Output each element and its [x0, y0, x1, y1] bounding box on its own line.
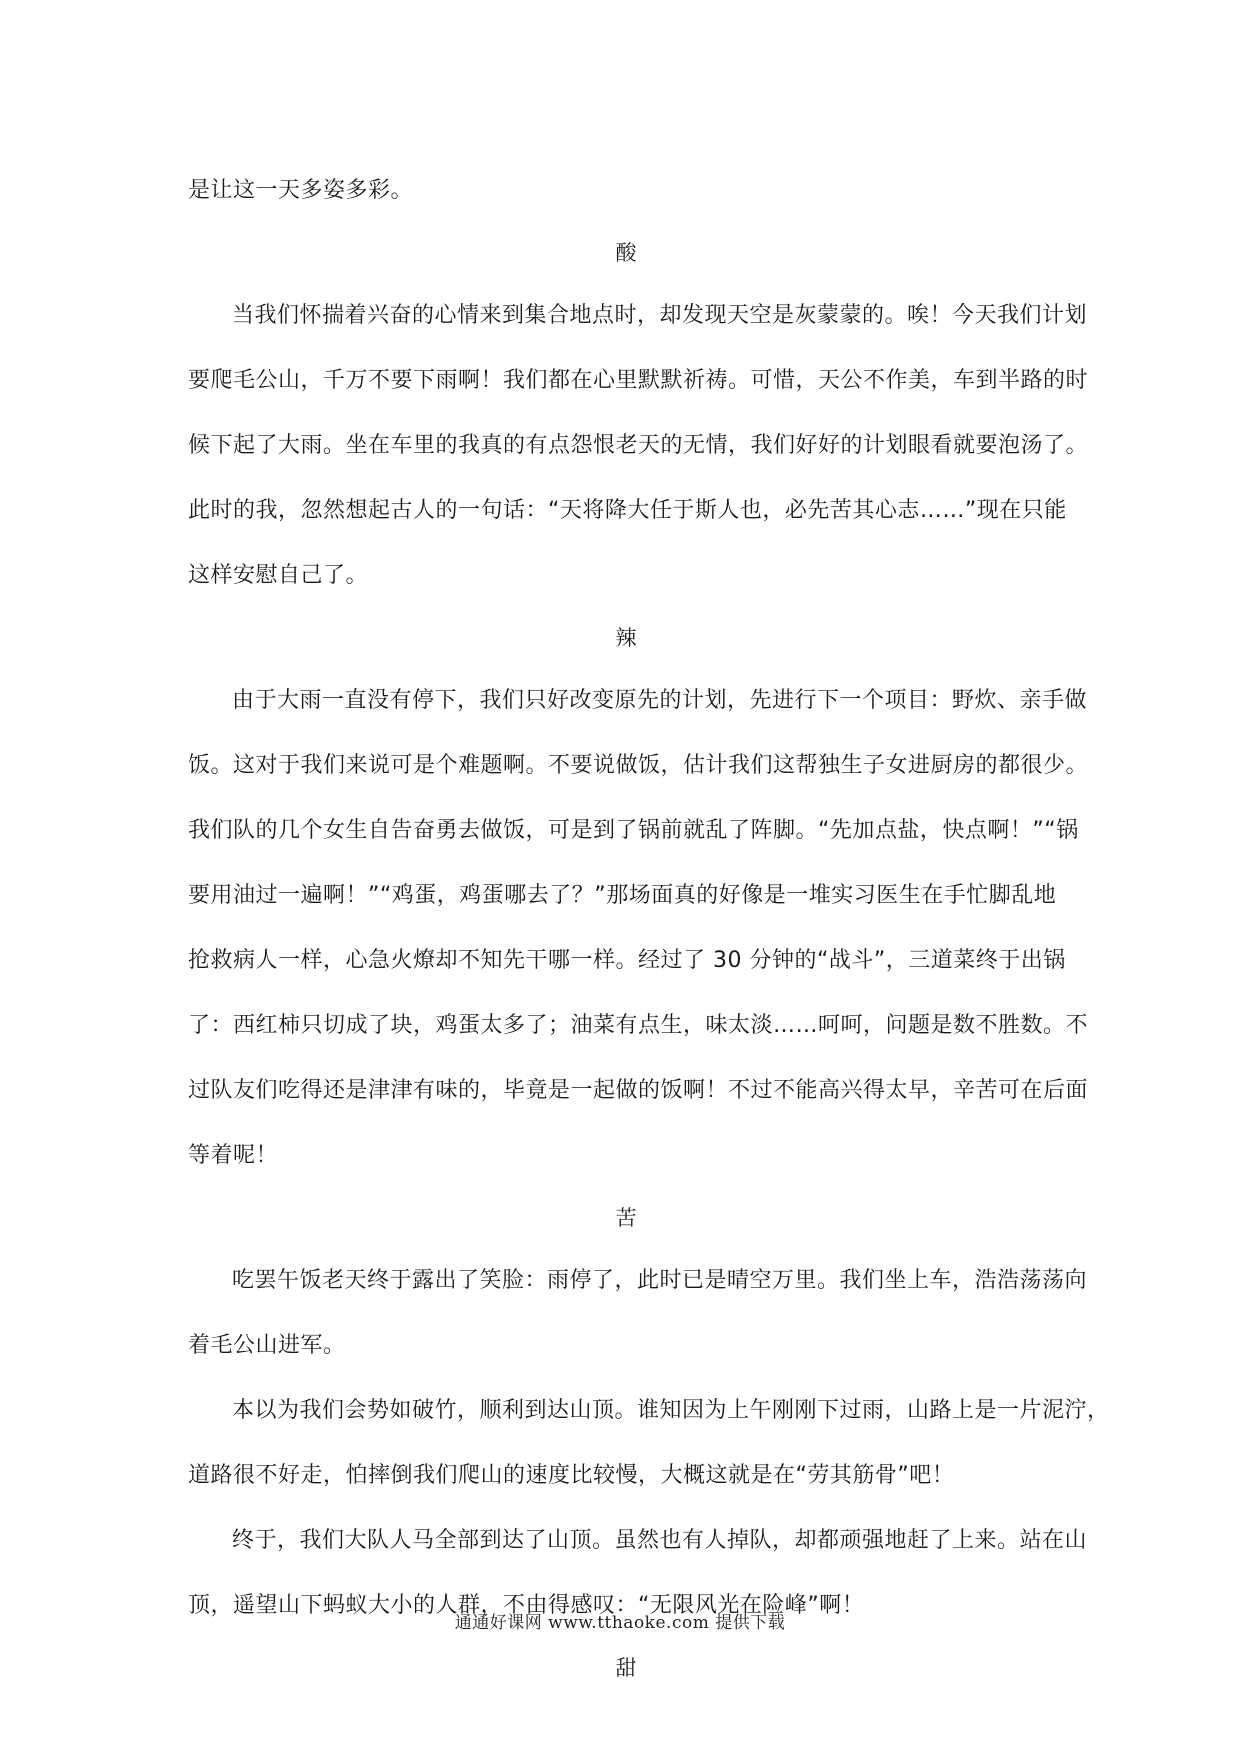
paragraph	[188, 668, 1089, 1188]
paragraph-line: 此时的我，忽然想起古人的一句话：“天将降大任于斯人也，必先苦其心志……”现在只能	[188, 498, 1067, 523]
paragraph-line: 终于，我们大队人马全部到达了山顶。虽然也有人掉队，却都顽强地赶了上来。站在山	[232, 1528, 1088, 1553]
document-body	[188, 158, 1110, 1698]
paragraph-line: 由于大雨一直没有停下，我们只好改变原先的计划，先进行下一个项目：野炊、亲手做	[232, 688, 1088, 713]
paragraph-line: 抢救病人一样，心急火燎却不知先干哪一样。经过了 30 分钟的“战斗”，三道菜终于出锅	[188, 948, 1066, 973]
paragraph-line: 吃罢午饭老天终于露出了笑脸：雨停了，此时已是晴空万里。我们坐上车，浩浩荡荡向	[232, 1268, 1088, 1293]
paragraph	[188, 283, 1089, 608]
paragraph-line: 这样安慰自己了。	[188, 563, 369, 588]
paragraph-line: 顶，遥望山下蚂蚁大小的人群，不由得感叹：“无限风光在险峰”啊！	[188, 1593, 865, 1618]
paragraph	[188, 1248, 1088, 1378]
paragraph-line: 要用油过一遍啊！”“鸡蛋，鸡蛋哪去了？”那场面真的好像是一堆实习医生在手忙脚乱地	[188, 883, 1057, 908]
paragraph-line: 着毛公山进军。	[188, 1333, 346, 1358]
paragraph-line: 了：西红柿只切成了块，鸡蛋太多了；油菜有点生，味太淡……呵呵，问题是数不胜数。不	[188, 1013, 1089, 1038]
paragraph-line: 候下起了大雨。坐在车里的我真的有点怨恨老天的无情，我们好好的计划眼看就要泡汤了。	[188, 433, 1089, 458]
section-heading-sour: 酸	[615, 241, 637, 265]
paragraph-line: 过队友们吃得还是津津有味的，毕竟是一起做的饭啊！不过不能高兴得太早，辛苦可在后面	[188, 1078, 1089, 1103]
section-heading-bitter: 苦	[615, 1206, 637, 1230]
paragraph-line: 本以为我们会势如破竹，顺利到达山顶。谁知因为上午刚刚下过雨，山路上是一片泥泞，	[232, 1398, 1110, 1423]
paragraph-line: 要爬毛公山，千万不要下雨啊！我们都在心里默默祈祷。可惜，天公不作美，车到半路的时	[188, 368, 1089, 393]
paragraph-line: 道路很不好走，怕摔倒我们爬山的速度比较慢，大概这就是在“劳其筋骨”吧！	[188, 1463, 955, 1488]
paragraph-line: 饭。这对于我们来说可是个难题啊。不要说做饭，估计我们这帮独生子女进厨房的都很少。	[188, 753, 1089, 778]
section-heading-spicy: 辣	[615, 626, 637, 650]
paragraph-line: 等着呢！	[188, 1143, 279, 1168]
paragraph-line: 我们队的几个女生自告奋勇去做饭，可是到了锅前就乱了阵脚。“先加点盐，快点啊！”“锅	[188, 818, 1079, 843]
paragraph-line: 是让这一天多姿多彩。	[188, 178, 414, 203]
paragraph-line: 当我们怀揣着兴奋的心情来到集合地点时，却发现天空是灰蒙蒙的。唉！今天我们计划	[232, 303, 1088, 328]
page-footer: 通通好课网 www.tthaoke.com 提供下载	[454, 1613, 786, 1633]
paragraph	[188, 1378, 1110, 1508]
section-heading-sweet: 甜	[615, 1656, 637, 1680]
